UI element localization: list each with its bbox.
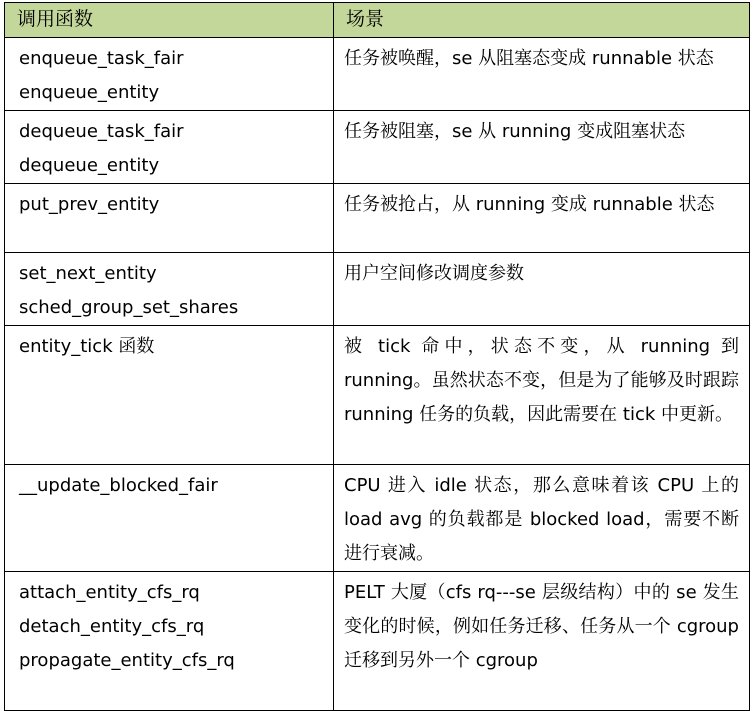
table-row — [5, 184, 750, 253]
scene-text: 任务被唤醒，se 从阻塞态变成 runnable 状态 — [344, 48, 714, 69]
table-header-row — [5, 3, 750, 38]
table-row — [5, 572, 750, 711]
function-name: put_prev_entity — [19, 194, 160, 215]
scene-cell — [334, 253, 750, 326]
function-name: dequeue_entity — [19, 155, 160, 176]
function-name: set_next_entity — [19, 263, 157, 284]
function-name: detach_entity_cfs_rq — [19, 616, 205, 637]
scene-text: CPU 进入 idle 状态，那么意味着该 CPU 上的 load avg 的负载都是 blocked load，需要不断进行衰减。 — [344, 475, 739, 564]
function-cell — [5, 184, 334, 253]
table-row — [5, 38, 750, 111]
header-function: 调用函数 — [5, 3, 334, 38]
table-row — [5, 465, 750, 572]
function-cell — [5, 253, 334, 326]
function-cell — [5, 326, 334, 465]
function-name: enqueue_entity — [19, 82, 160, 103]
scene-cell — [334, 184, 750, 253]
function-name: propagate_entity_cfs_rq — [19, 650, 235, 671]
function-name: attach_entity_cfs_rq — [19, 582, 200, 603]
scene-text: 任务被阻塞，se 从 running 变成阻塞状态 — [344, 121, 686, 142]
function-cell — [5, 572, 334, 711]
scene-text: 用户空间修改调度参数 — [344, 263, 524, 284]
scene-cell — [334, 465, 750, 572]
function-name: sched_group_set_shares — [19, 297, 239, 318]
function-cell — [5, 111, 334, 184]
scene-cell — [334, 111, 750, 184]
table-row — [5, 326, 750, 465]
function-cell — [5, 38, 334, 111]
function-name: __update_blocked_fair — [19, 475, 218, 496]
function-name: enqueue_task_fair — [19, 48, 184, 69]
header-scene: 场景 — [334, 3, 750, 38]
scheduler-function-table — [4, 2, 750, 711]
scene-cell — [334, 38, 750, 111]
scene-text: PELT 大厦（cfs rq---se 层级结构）中的 se 发生变化的时候，例如任务迁移、任务从一个 cgroup 迁移到另外一个 cgroup — [344, 582, 739, 671]
function-cell — [5, 465, 334, 572]
table-row — [5, 253, 750, 326]
scene-text: 被 tick 命中，状态不变，从 running 到 running。虽然状态不变，但是为了能够及时跟踪 running 任务的负载，因此需要在 tick 中更新。 — [344, 336, 739, 425]
table-row — [5, 111, 750, 184]
scene-cell — [334, 326, 750, 465]
function-name: dequeue_task_fair — [19, 121, 184, 142]
scene-text: 任务被抢占，从 running 变成 runnable 状态 — [344, 194, 715, 215]
scene-cell — [334, 572, 750, 711]
function-name: entity_tick 函数 — [19, 336, 155, 357]
